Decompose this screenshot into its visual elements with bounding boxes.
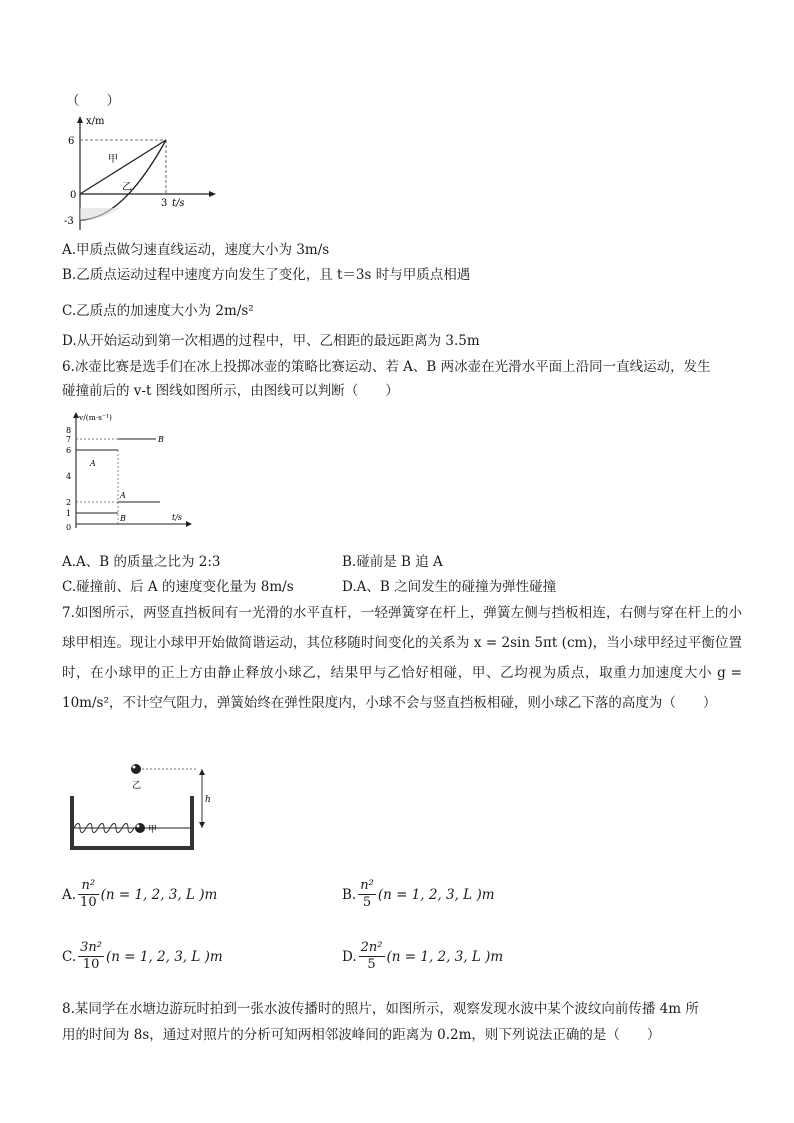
q7-option-c-denominator: 10 bbox=[82, 957, 100, 972]
q8-stem-line2: 用的时间为 8s，通过对照片的分析可知两相邻波峰间的距离为 0.2m，则下列说法正确的是（ ） bbox=[62, 1027, 661, 1043]
q7-floor bbox=[70, 846, 194, 850]
q6-stem-line2: 碰撞前后的 v-t 图线如图所示，由图线可以判断（ ） bbox=[62, 383, 399, 399]
q6-vt-graph bbox=[62, 408, 202, 538]
q7-option-b-denominator: 5 bbox=[362, 895, 372, 910]
q8-stem-line1: 8.某同学在水塘边游玩时拍到一张水波传播时的照片，如图所示，观察发现水波中某个波纹向前传播 4m 所 bbox=[62, 1001, 699, 1017]
q7-right-wall bbox=[190, 796, 194, 850]
q7-option-b bbox=[342, 878, 495, 911]
q5-option-a: A.甲质点做匀速直线运动，速度大小为 3m/s bbox=[62, 242, 330, 258]
q6-option-a: A.A、B 的质量之比为 2:3 bbox=[62, 554, 221, 570]
q5-xt-graph bbox=[62, 112, 232, 234]
q7-option-a bbox=[62, 878, 217, 911]
q7-option-d-tail: (n = 1, 2, 3, L )m bbox=[386, 948, 504, 965]
q6-x-axis-label: t/s bbox=[172, 513, 183, 522]
q7-left-wall bbox=[70, 796, 74, 850]
q7-option-a-numerator: n² bbox=[78, 878, 99, 895]
q6-y-tick-6: 6 bbox=[66, 446, 72, 455]
q7-ball-jia bbox=[135, 823, 145, 833]
q6-y-tick-1: 1 bbox=[66, 509, 72, 518]
q7-ball-yi bbox=[131, 764, 141, 774]
q6-stem-line1: 6.冰壶比赛是选手们在冰上投掷冰壶的策略比赛运动、若 A、B 两冰壶在光滑水平面上沿同一直线运动，发生 bbox=[62, 359, 711, 375]
q7-label-yi: 乙 bbox=[132, 781, 142, 791]
q6-y-tick-2: 2 bbox=[66, 498, 72, 507]
q6-label-a-before: A bbox=[90, 459, 96, 468]
q7-option-a-tail: (n = 1, 2, 3, L )m bbox=[100, 886, 218, 903]
q6-y-tick-8: 8 bbox=[66, 426, 72, 435]
q6-option-b: B.碰前是 B 追 A bbox=[342, 554, 443, 570]
q5-label-jia: 甲 bbox=[108, 154, 118, 165]
q7-option-d-letter: D. bbox=[342, 948, 357, 965]
q7-label-h: h bbox=[205, 795, 211, 805]
q6-label-b-after: B bbox=[158, 435, 164, 444]
q5-label-yi: 乙 bbox=[122, 182, 132, 193]
q6-option-c: C.碰撞前、后 A 的速度变化量为 8m/s bbox=[62, 579, 294, 595]
q7-option-a-fraction bbox=[78, 878, 99, 911]
q6-label-b-before: B bbox=[120, 514, 126, 523]
q5-option-c: C.乙质点的加速度大小为 2m/s² bbox=[62, 303, 254, 319]
q7-option-b-fraction bbox=[358, 878, 376, 911]
q5-x-tick-3: 3 bbox=[161, 198, 168, 209]
q7-option-b-letter: B. bbox=[342, 886, 357, 903]
q5-answer-bracket: （ ） bbox=[66, 93, 120, 109]
q7-option-a-letter: A. bbox=[62, 886, 77, 903]
q5-y-tick-neg3: -3 bbox=[64, 216, 74, 227]
q7-option-d-fraction bbox=[359, 940, 385, 973]
q6-y-axis-label: v/(m·s⁻¹) bbox=[79, 413, 112, 422]
q7-stem: 7.如图所示，两竖直挡板间有一光滑的水平直杆，一轻弹簧穿在杆上，弹簧左侧与挡板相连，右侧与穿在杆上的小球甲相连。现让小球甲开始做简谐运动，其位移随时间变化的关系为 x = 2sin 5πt (cm)，当小球甲经过平衡位置时，在小球甲的正上方由静止释放小球乙，结果甲与乙恰好相碰，甲、乙均视为质点，取重力加速度大小 g = 10m/s²，不计空气阻力，弹簧始终在弹性限度内，小球不会与竖直挡板相碰，则小球乙下落的高度为（ ） bbox=[62, 605, 742, 711]
q7-option-c-numerator: 3n² bbox=[80, 940, 102, 955]
q7-option-c bbox=[62, 940, 223, 973]
q7-option-c-fraction bbox=[78, 940, 104, 973]
q6-y-tick-7: 7 bbox=[66, 435, 72, 444]
q5-y-tick-0: 0 bbox=[70, 190, 77, 201]
q7-option-c-letter: C. bbox=[62, 948, 77, 965]
q6-y-tick-0: 0 bbox=[66, 523, 72, 532]
q7-option-b-tail: (n = 1, 2, 3, L )m bbox=[377, 886, 495, 903]
q7-spring-figure bbox=[66, 760, 236, 856]
q7-option-d-denominator: 5 bbox=[367, 957, 376, 972]
q5-option-d: D.从开始运动到第一次相遇的过程中，甲、乙相距的最远距离为 3.5m bbox=[62, 333, 480, 349]
q7-option-a-denominator: 10 bbox=[80, 895, 97, 910]
q5-y-axis-label: x/m bbox=[86, 116, 105, 127]
q7-option-d bbox=[342, 940, 503, 973]
q7-option-b-numerator: n² bbox=[360, 878, 374, 893]
q5-y-tick-6: 6 bbox=[68, 136, 75, 147]
q5-option-b: B.乙质点运动过程中速度方向发生了变化，且 t＝3s 时与甲质点相遇 bbox=[62, 267, 471, 283]
q7-option-c-tail: (n = 1, 2, 3, L )m bbox=[106, 948, 223, 965]
q5-x-axis-label: t/s bbox=[172, 198, 185, 209]
q6-option-d: D.A、B 之间发生的碰撞为弹性碰撞 bbox=[342, 579, 557, 595]
q6-label-a-after: A bbox=[120, 491, 126, 500]
q6-y-tick-4: 4 bbox=[66, 472, 72, 481]
q7-option-d-numerator: 2n² bbox=[360, 940, 383, 955]
q7-label-jia: 甲 bbox=[148, 825, 158, 835]
